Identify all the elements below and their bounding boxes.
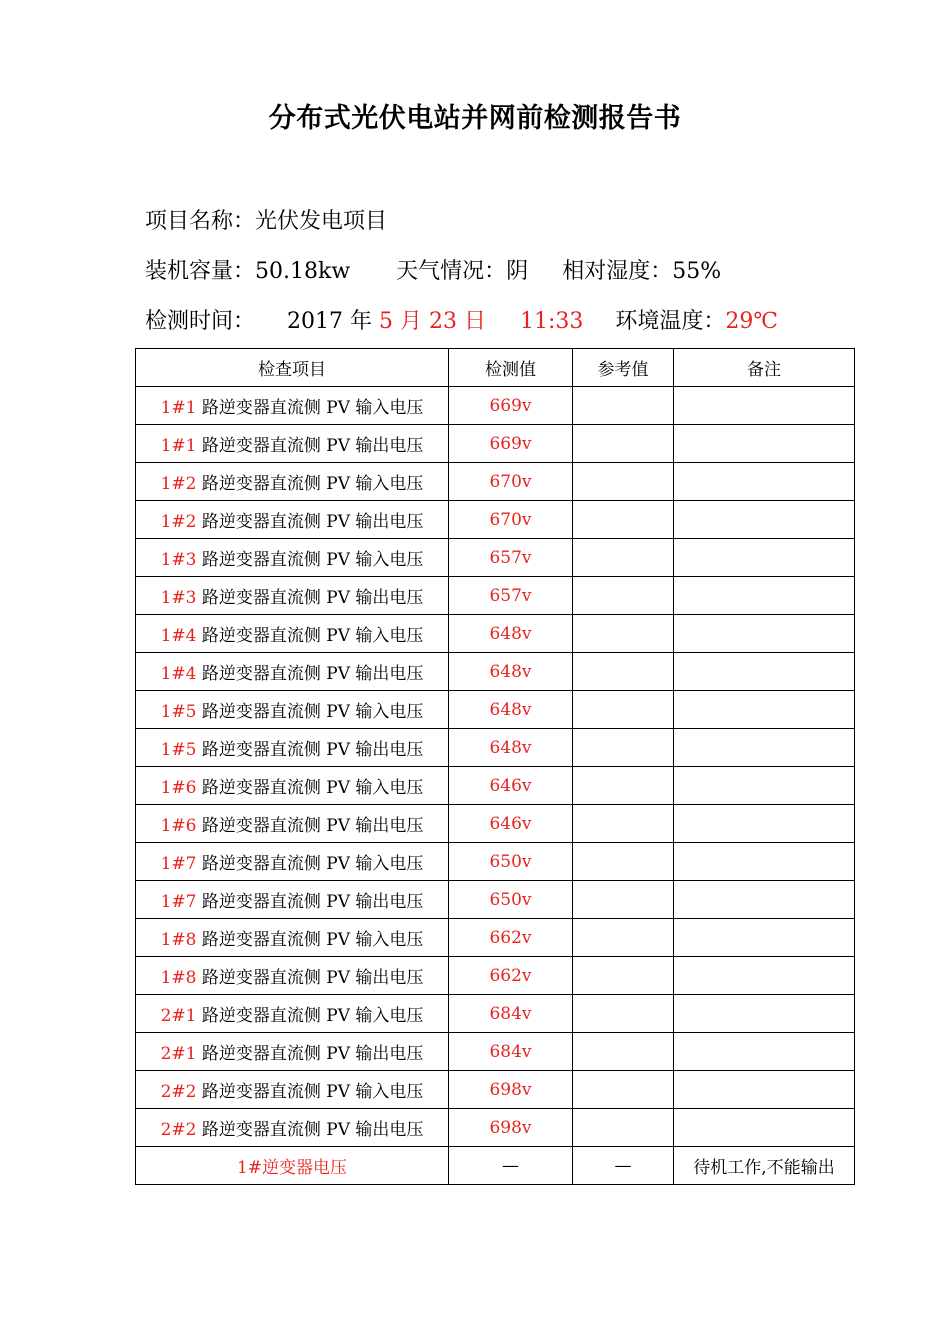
table-row [136,387,855,425]
row-item-text: 路逆变器直流侧 PV 输入电压 [196,1006,424,1026]
row-item-text: 路逆变器直流侧 PV 输出电压 [196,816,424,836]
row-item-prefix: 1#2 [160,474,197,494]
row-item-prefix: 1#1 [160,398,197,418]
row-item-text: 路逆变器直流侧 PV 输出电压 [196,740,424,760]
table-row [136,995,855,1033]
row-item-text: 路逆变器直流侧 PV 输出电压 [196,436,424,456]
table-row [136,1109,855,1147]
row-item-prefix: 1#8 [160,968,197,988]
row-item [136,995,449,1033]
row-value: 684v [449,1033,573,1071]
row-item-text: 路逆变器直流侧 PV 输入电压 [196,1082,424,1102]
row-note [674,843,855,881]
row-value: 648v [449,615,573,653]
row-item [136,1033,449,1071]
time-line [145,304,778,335]
row-value: 698v [449,1109,573,1147]
project-line [145,204,387,235]
row-note [674,1033,855,1071]
row-reference [573,539,674,577]
row-note [674,577,855,615]
row-reference [573,843,674,881]
header-note: 备注 [674,349,855,387]
row-reference [573,615,674,653]
table-row [136,805,855,843]
row-item-prefix: 1#6 [160,778,197,798]
row-note [674,1109,855,1147]
row-reference: — [573,1147,674,1185]
row-item-prefix: 1#5 [160,702,197,722]
capacity-line [145,254,721,285]
row-value: 670v [449,463,573,501]
row-value: — [449,1147,573,1185]
row-value: 648v [449,729,573,767]
row-note [674,501,855,539]
row-reference [573,805,674,843]
row-value: 698v [449,1071,573,1109]
row-item-text: 路逆变器直流侧 PV 输入电压 [196,930,424,950]
row-reference [573,1109,674,1147]
project-label: 项目名称： [145,209,256,234]
row-reference [573,463,674,501]
row-value: 662v [449,957,573,995]
row-item-prefix: 2#2 [160,1082,197,1102]
row-note [674,653,855,691]
table-row [136,767,855,805]
row-note [674,957,855,995]
row-reference [573,577,674,615]
humidity-label: 相对湿度： [562,259,673,284]
row-item [136,539,449,577]
table-row [136,729,855,767]
table-row [136,425,855,463]
row-reference [573,425,674,463]
row-item-text: 路逆变器直流侧 PV 输出电压 [196,588,424,608]
row-value: 650v [449,843,573,881]
row-note: 待机工作,不能输出 [674,1147,855,1185]
row-reference [573,767,674,805]
row-note [674,805,855,843]
table-row [136,919,855,957]
row-reference [573,1071,674,1109]
table-row-last [136,1147,855,1185]
row-reference [573,919,674,957]
row-item-text: 路逆变器直流侧 PV 输入电压 [196,626,424,646]
row-value: 657v [449,577,573,615]
row-item [136,653,449,691]
row-item [136,577,449,615]
capacity-value: 50.18kw [255,259,351,284]
table-row [136,539,855,577]
humidity-value: 55% [672,259,722,284]
row-note [674,539,855,577]
row-note [674,425,855,463]
row-note [674,1071,855,1109]
table-row [136,577,855,615]
row-item [136,805,449,843]
row-item-prefix: 1#3 [160,550,197,570]
header-reference: 参考值 [573,349,674,387]
time-clock: 11:33 [519,309,584,334]
row-item [136,767,449,805]
row-reference [573,957,674,995]
row-item-text: 路逆变器直流侧 PV 输出电压 [196,892,424,912]
project-value: 光伏发电项目 [255,209,388,234]
env-temp-label: 环境温度： [615,309,726,334]
row-reference [573,501,674,539]
row-item-text: 路逆变器直流侧 PV 输入电压 [196,778,424,798]
row-note [674,729,855,767]
row-reference [573,881,674,919]
row-item [136,881,449,919]
row-note [674,995,855,1033]
row-reference [573,387,674,425]
table-row [136,1071,855,1109]
row-item-prefix: 1#7 [160,892,197,912]
row-note [674,615,855,653]
row-value: 669v [449,387,573,425]
time-year: 2017 年 [287,309,372,334]
row-item [136,843,449,881]
row-item-prefix: 2#1 [160,1006,197,1026]
table-row [136,463,855,501]
row-item-text: 路逆变器直流侧 PV 输入电压 [196,550,424,570]
row-item [136,501,449,539]
table-row [136,1033,855,1071]
row-reference [573,729,674,767]
row-item-text: 路逆变器直流侧 PV 输出电压 [196,664,424,684]
row-item [136,1109,449,1147]
row-reference [573,995,674,1033]
row-value: 670v [449,501,573,539]
row-item-text: 路逆变器直流侧 PV 输出电压 [196,1044,424,1064]
row-item: 1#逆变器电压 [136,1147,449,1185]
row-item-text: 路逆变器直流侧 PV 输出电压 [196,512,424,532]
env-temp-value: 29℃ [725,309,779,334]
table-header-row [136,349,855,387]
table-row [136,843,855,881]
row-item [136,957,449,995]
row-item [136,1071,449,1109]
row-item-prefix: 1#2 [160,512,197,532]
row-note [674,767,855,805]
table-row [136,957,855,995]
row-item-prefix: 1#7 [160,854,197,874]
row-value: 648v [449,653,573,691]
row-item-text: 路逆变器直流侧 PV 输入电压 [196,854,424,874]
inspection-table [135,348,855,1185]
row-value: 646v [449,805,573,843]
row-item-prefix: 1#4 [160,664,197,684]
row-item [136,463,449,501]
row-item-prefix: 1#1 [160,436,197,456]
table-row [136,881,855,919]
row-item [136,425,449,463]
row-item-prefix: 1#5 [160,740,197,760]
row-item [136,919,449,957]
header-value: 检测值 [449,349,573,387]
table-row [136,691,855,729]
report-title: 分布式光伏电站并网前检测报告书 [268,103,682,134]
row-item-prefix: 1#6 [160,816,197,836]
row-reference [573,653,674,691]
row-item-text: 路逆变器直流侧 PV 输入电压 [196,474,424,494]
time-label: 检测时间： [145,309,256,334]
row-value: 684v [449,995,573,1033]
row-note [674,919,855,957]
row-item [136,691,449,729]
row-item-text: 路逆变器直流侧 PV 输入电压 [196,702,424,722]
table-row [136,501,855,539]
row-reference [573,691,674,729]
row-note [674,387,855,425]
row-item-prefix: 1#4 [160,626,197,646]
weather-value: 阴 [506,259,529,284]
row-note [674,463,855,501]
time-month-day: 5 月 23 日 [379,309,486,334]
row-value: 646v [449,767,573,805]
row-reference [573,1033,674,1071]
row-note [674,881,855,919]
row-item [136,615,449,653]
row-item-prefix: 2#2 [160,1120,197,1140]
weather-label: 天气情况： [396,259,507,284]
row-item-text: 路逆变器直流侧 PV 输入电压 [196,398,424,418]
row-item [136,729,449,767]
row-item-text: 路逆变器直流侧 PV 输出电压 [196,1120,424,1140]
table-row [136,653,855,691]
row-value: 662v [449,919,573,957]
row-value: 657v [449,539,573,577]
table-row [136,615,855,653]
row-item-prefix: 1#8 [160,930,197,950]
row-item-text: 路逆变器直流侧 PV 输出电压 [196,968,424,988]
header-item: 检查项目 [136,349,449,387]
row-item-prefix: 1#3 [160,588,197,608]
capacity-label: 装机容量： [145,259,256,284]
row-item-prefix: 2#1 [160,1044,197,1064]
row-value: 650v [449,881,573,919]
row-item [136,387,449,425]
row-note [674,691,855,729]
row-value: 669v [449,425,573,463]
row-value: 648v [449,691,573,729]
